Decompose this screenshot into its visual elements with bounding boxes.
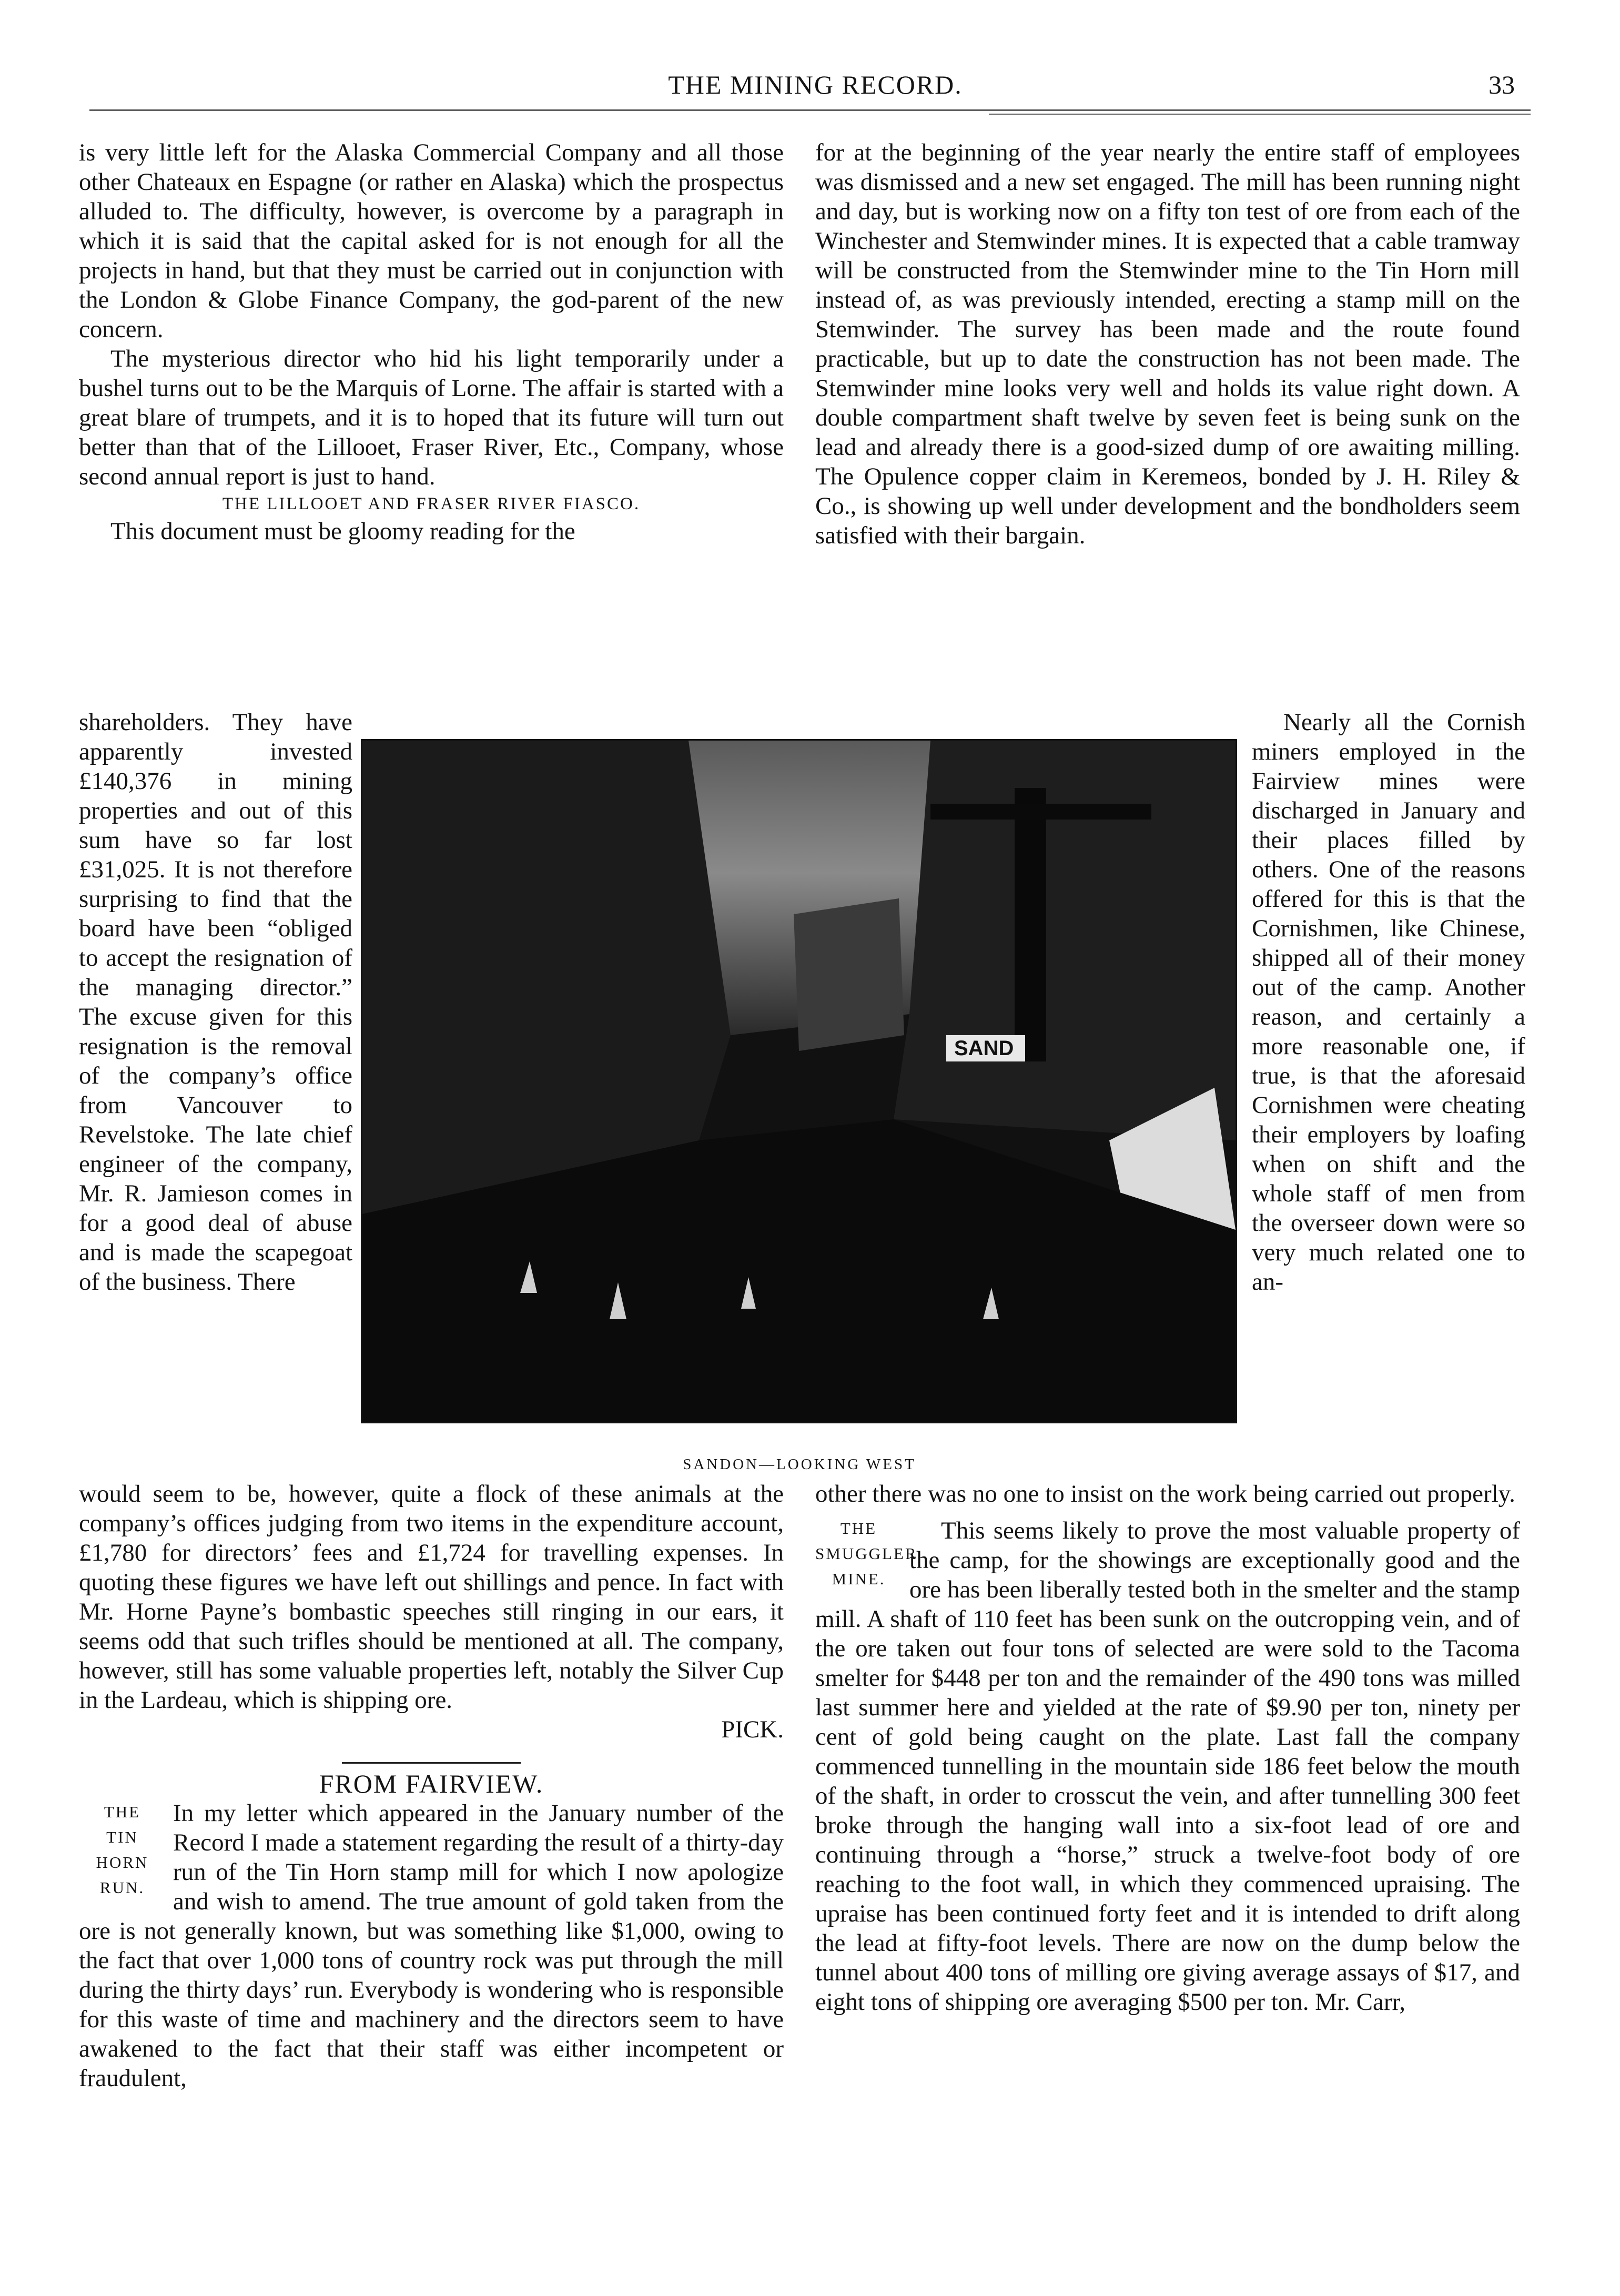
page-number: 33 <box>1489 70 1515 99</box>
paragraph: would seem to be, however, quite a flock of these animals at the company’s offices judging from two items in the expenditure account, £1,780 for directors’ fees and £1,724 for travelling expenses. In quoting these figures we have left out shillings and pence. In fact with Mr. Horne Payne’s bombastic speeches still ringing in our ears, it seems odd that such trifles should be mentioned at all. The company, however, still has some valuable properties left, notably the Silver Cup in the Lardeau, which is shipping ore. <box>79 1480 784 1714</box>
paragraph: Nearly all the Cornish miners employed in the Fairview mines were discharged in January and their places filled by others. One of the reasons offered for this is that the Cornishmen, like Chinese, shipped all of their money out of the camp. Another reason, and certainly a more reasonable one, if true, is that the aforesaid Cornishmen were cheating their employers by loafing when on shift and the whole staff of men from the overseer down were so very much related one to an- <box>1252 709 1525 1296</box>
paragraph: This document must be gloomy reading for the <box>110 518 575 545</box>
paragraph: for at the beginning of the year nearly the entire staff of employees was dismissed and a new set engaged. The mill has been running night and day, but is working now on a fifty ton test of ore from each of the Winchester and Stemwinder mines. It is expected that a cable tramway will be constructed from the Stemwinder mine to the Tin Horn mill instead of, as was previously intended, erecting a stamp mill on the Stemwinder. The survey has been made and the route found practicable, but up to date the construction has not been made. The Stemwinder mine looks very well and holds its value right down. A double compartment shaft twelve by seven feet is being sunk on the lead and already there is a good-sized dump of ore awaiting milling. The Opulence copper claim in Keremeos, bonded by J. H. Riley & Co., is showing up well under development and the bondholders seem satisfied with their bargain. <box>815 139 1520 549</box>
header-rule <box>89 109 1531 111</box>
side-heading-line: RUN. <box>99 1878 145 1897</box>
paragraph: In my letter which appeared in the January number of the Record I made a statement regarding the result of a thirty-day run of the Tin Horn stamp mill for which I now apologize and wish to amend. The true amount of gold taken from the ore is not generally known, but was something like $1,000, owing to the fact that over 1,000 tons of country rock was put through the mill during the thirty days’ run. Everybody is wondering who is responsible for this waste of time and machinery and the directors seem to have awakened to the fact that their staff was either incompetent or fraudulent, <box>79 1799 784 2092</box>
paragraph: shareholders. They have apparently invested £140,376 in mining properties and out of this sum have so far lost £31,025. It is not therefore surprising to find that the board have been “obliged to accept the resignation of the managing director.” The excuse given for this resignation is the removal of the company’s office from Vancouver to Revelstoke. The late chief engineer of the company, Mr. R. Jamieson comes in for a good deal of abuse and is made the scapegoat of the business. There <box>79 709 352 1296</box>
paragraph: other there was no one to insist on the work being carried out properly. <box>815 1480 1515 1508</box>
subheading: THE LILLOOET AND FRASER RIVER FIASCO. <box>222 494 641 513</box>
side-heading <box>815 1516 918 1592</box>
right-buildings <box>894 741 1236 1140</box>
section-title: FROM FAIRVIEW. <box>319 1769 544 1798</box>
photo-illustration <box>362 741 1236 1422</box>
right-column-bottom <box>815 1479 1520 2017</box>
left-column-bottom <box>79 1479 784 2093</box>
signature: PICK. <box>721 1716 784 1743</box>
left-buildings <box>362 741 731 1214</box>
paragraph: This seems likely to prove the most valuable property of the camp, for the showings are exceptionally good and the ore has been liberally tested both in the smelter and the stamp mill. A shaft of 110 feet has been sunk on the outcropping vein, and of the ore taken out four tons of selected are were sold to the Tacoma smelter for $448 per ton and the remainder of the 490 tons was milled last summer here and yielded at the rate of $9.90 per ton, ninety per cent of gold being caught on the plate. Last fall the company commenced tunnelling in the mountain side 186 feet below the mouth of the shaft, in order to crosscut the vein, and after tunnelling 300 feet broke through the hanging wall into a six-foot lead of ore and continuing through a “horse,” struck a twelve-foot body of ore reaching to the foot wall, in which they commenced upraising. The upraise has been continued forty feet and it is intended to drift along the lead at fifty-foot levels. There are now on the dump below the tunnel about 400 tons of milling ore giving average assays of $17, and eight tons of shipping ore averaging $500 per ton. Mr. Carr, <box>815 1517 1520 2016</box>
distant-building <box>794 898 904 1051</box>
running-title: THE MINING RECORD. <box>668 70 963 99</box>
paragraph: The mysterious director who hid his light temporarily under a bushel turns out to be the Marquis of Lorne. The affair is started with a great blare of trumpets, and it is to hoped that its future will turn out better than that of the Lillooet, Fraser River, Etc., Company, whose second annual report is just to hand. <box>79 345 784 490</box>
right-column-top <box>815 138 1520 550</box>
side-heading-line: MINE. <box>832 1570 886 1588</box>
telegraph-pole <box>1015 788 1046 1061</box>
shop-sign-text: SAND <box>954 1037 1014 1060</box>
left-wrap-column <box>79 707 352 1297</box>
side-heading-line: THE <box>840 1519 877 1538</box>
side-heading-line: SMUGGLER <box>815 1544 918 1563</box>
section-rule <box>342 1762 521 1764</box>
photo-caption: SANDON—LOOKING WEST <box>683 1456 916 1473</box>
paragraph: is very little left for the Alaska Commercial Company and all those other Chateaux en Espagne (or rather en Alaska) which the prospectus alluded to. The difficulty, however, is overcome by a paragraph in which it is said that the capital asked for is not enough for all the projects in hand, but that they must be carried out in conjunction with the London & Globe Finance Company, the god-parent of the new concern. <box>79 139 784 343</box>
right-wrap-column <box>1252 707 1525 1297</box>
side-heading-line: THE <box>104 1803 141 1821</box>
side-heading <box>79 1799 166 1900</box>
left-column-top <box>79 138 784 546</box>
header-rule-secondary <box>989 114 1531 115</box>
street-photograph <box>361 739 1237 1423</box>
side-heading-line: TIN HORN <box>96 1828 149 1872</box>
pole-crossarm <box>930 804 1151 820</box>
